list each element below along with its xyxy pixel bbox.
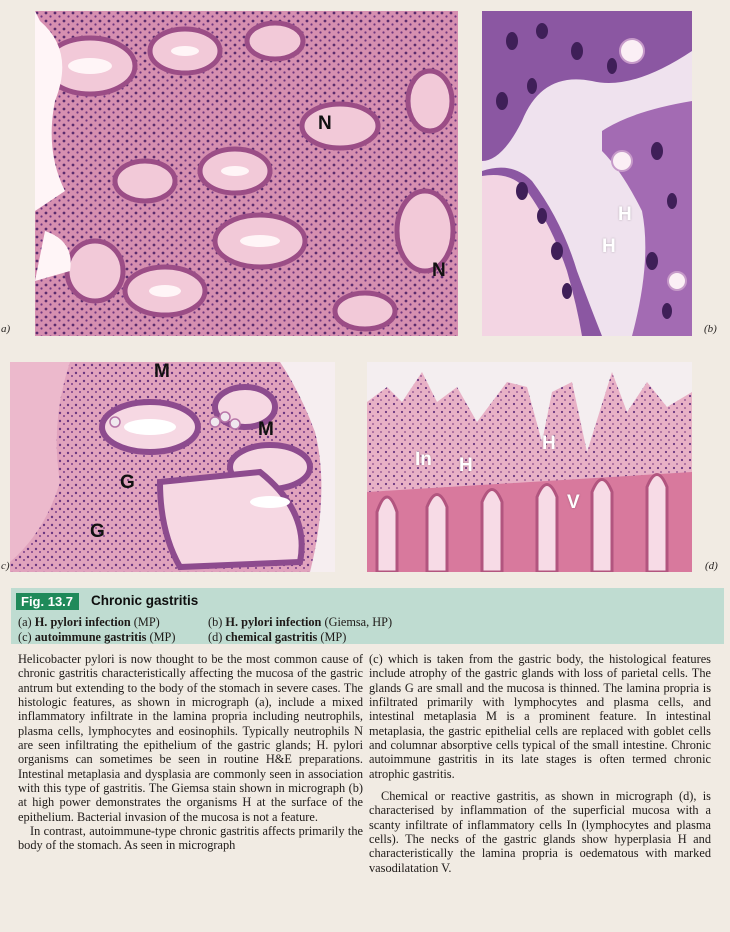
micrograph-a: [35, 11, 458, 336]
marker-hyperplasia-1: H: [459, 455, 473, 476]
micrograph-b: [482, 11, 692, 336]
micrograph-c-image: [10, 362, 335, 572]
figure-number: Fig. 13.7: [16, 593, 79, 610]
marker-metaplasia-2: M: [258, 419, 274, 440]
paragraph-chemical: Chemical or reactive gastritis, as shown in micrograph (d), is characterised by inflammation of the superficial mucosa with a scanty infiltrate of inflammatory cells In (lymphocytes and plasma cells). The necks of the gastric glands show hyperplasia H and characteristically the lamina propria is oedematous with marked vasodilatation V.: [369, 789, 711, 875]
legend-item-a: (a) H. pylori infection (MP): [18, 615, 160, 629]
marker-metaplasia-1: M: [154, 362, 170, 382]
marker-organism-2: H: [602, 236, 616, 257]
micrograph-c: [10, 362, 335, 572]
figure-legend: [11, 588, 724, 644]
marker-hyperplasia-2: H: [542, 433, 556, 454]
marker-gland-1: G: [120, 472, 135, 493]
marker-gland-2: G: [90, 521, 105, 542]
marker-infiltrate: In: [415, 449, 432, 470]
legend-item-d: (d) chemical gastritis (MP): [208, 630, 347, 644]
body-column-left: [18, 652, 363, 853]
legend-items: [18, 615, 392, 645]
panel-label-b: (b): [704, 323, 717, 335]
panel-label-a: a): [1, 323, 11, 335]
paragraph-autoimmune-intro: In contrast, autoimmune-type chronic gastritis affects primarily the body of the stomach. As seen in micrograph: [18, 824, 363, 853]
micrograph-b-image: [482, 11, 692, 336]
body-column-right: [369, 652, 711, 875]
marker-vasodilatation: V: [567, 492, 580, 513]
marker-neutrophil-2: N: [432, 260, 446, 281]
micrograph-d: [367, 362, 692, 572]
panel-label-c: c): [1, 560, 10, 572]
marker-organism-1: H: [618, 204, 632, 225]
legend-item-b: (b) H. pylori infection (Giemsa, HP): [208, 615, 393, 629]
panel-label-d: (d): [705, 560, 718, 572]
micrograph-a-image: [35, 11, 458, 336]
paragraph-h-pylori: Helicobacter pylori is now thought to be the most common cause of chronic gastritis characteristically affecting the mucosa of the gastric antrum but extending to the body of the stomach in severe cases. The histologic features, as shown in micrograph (a), include a mixed inflammatory infiltrate in the lamina propria including neutrophils, plasma cells, lymphocytes and eosinophils. Typically neutrophils N are seen infiltrating the epithelium of the gastric glands; H. pylori organisms can sometimes be seen in routine H&E preparations. Intestinal metaplasia and dysplasia are commonly seen in association with this type of gastritis. The Giemsa stain shown in micrograph (b) at high power demonstrates the organisms H at the surface of the epithelium. Bacterial invasion of the mucosa is not a feature.: [18, 652, 363, 824]
legend-item-c: (c) autoimmune gastritis (MP): [18, 630, 176, 644]
figure-title: Chronic gastritis: [91, 593, 199, 608]
marker-neutrophil-1: N: [318, 113, 332, 134]
paragraph-autoimmune: (c) which is taken from the gastric body, the histological features include atrophy of the gastric glands with loss of parietal cells. The glands G are small and the mucosa is thinned. The lamina propria is infiltrated primarily with lymphocytes and plasma cells, and intestinal metaplasia M is a prominent feature. In intestinal metaplasia, the gastric epithelial cells are replaced with goblet cells and columnar absorptive cells typical of the small intestine. Chronic autoimmune gastritis in its late stages is often termed chronic atrophic gastritis.: [369, 652, 711, 781]
